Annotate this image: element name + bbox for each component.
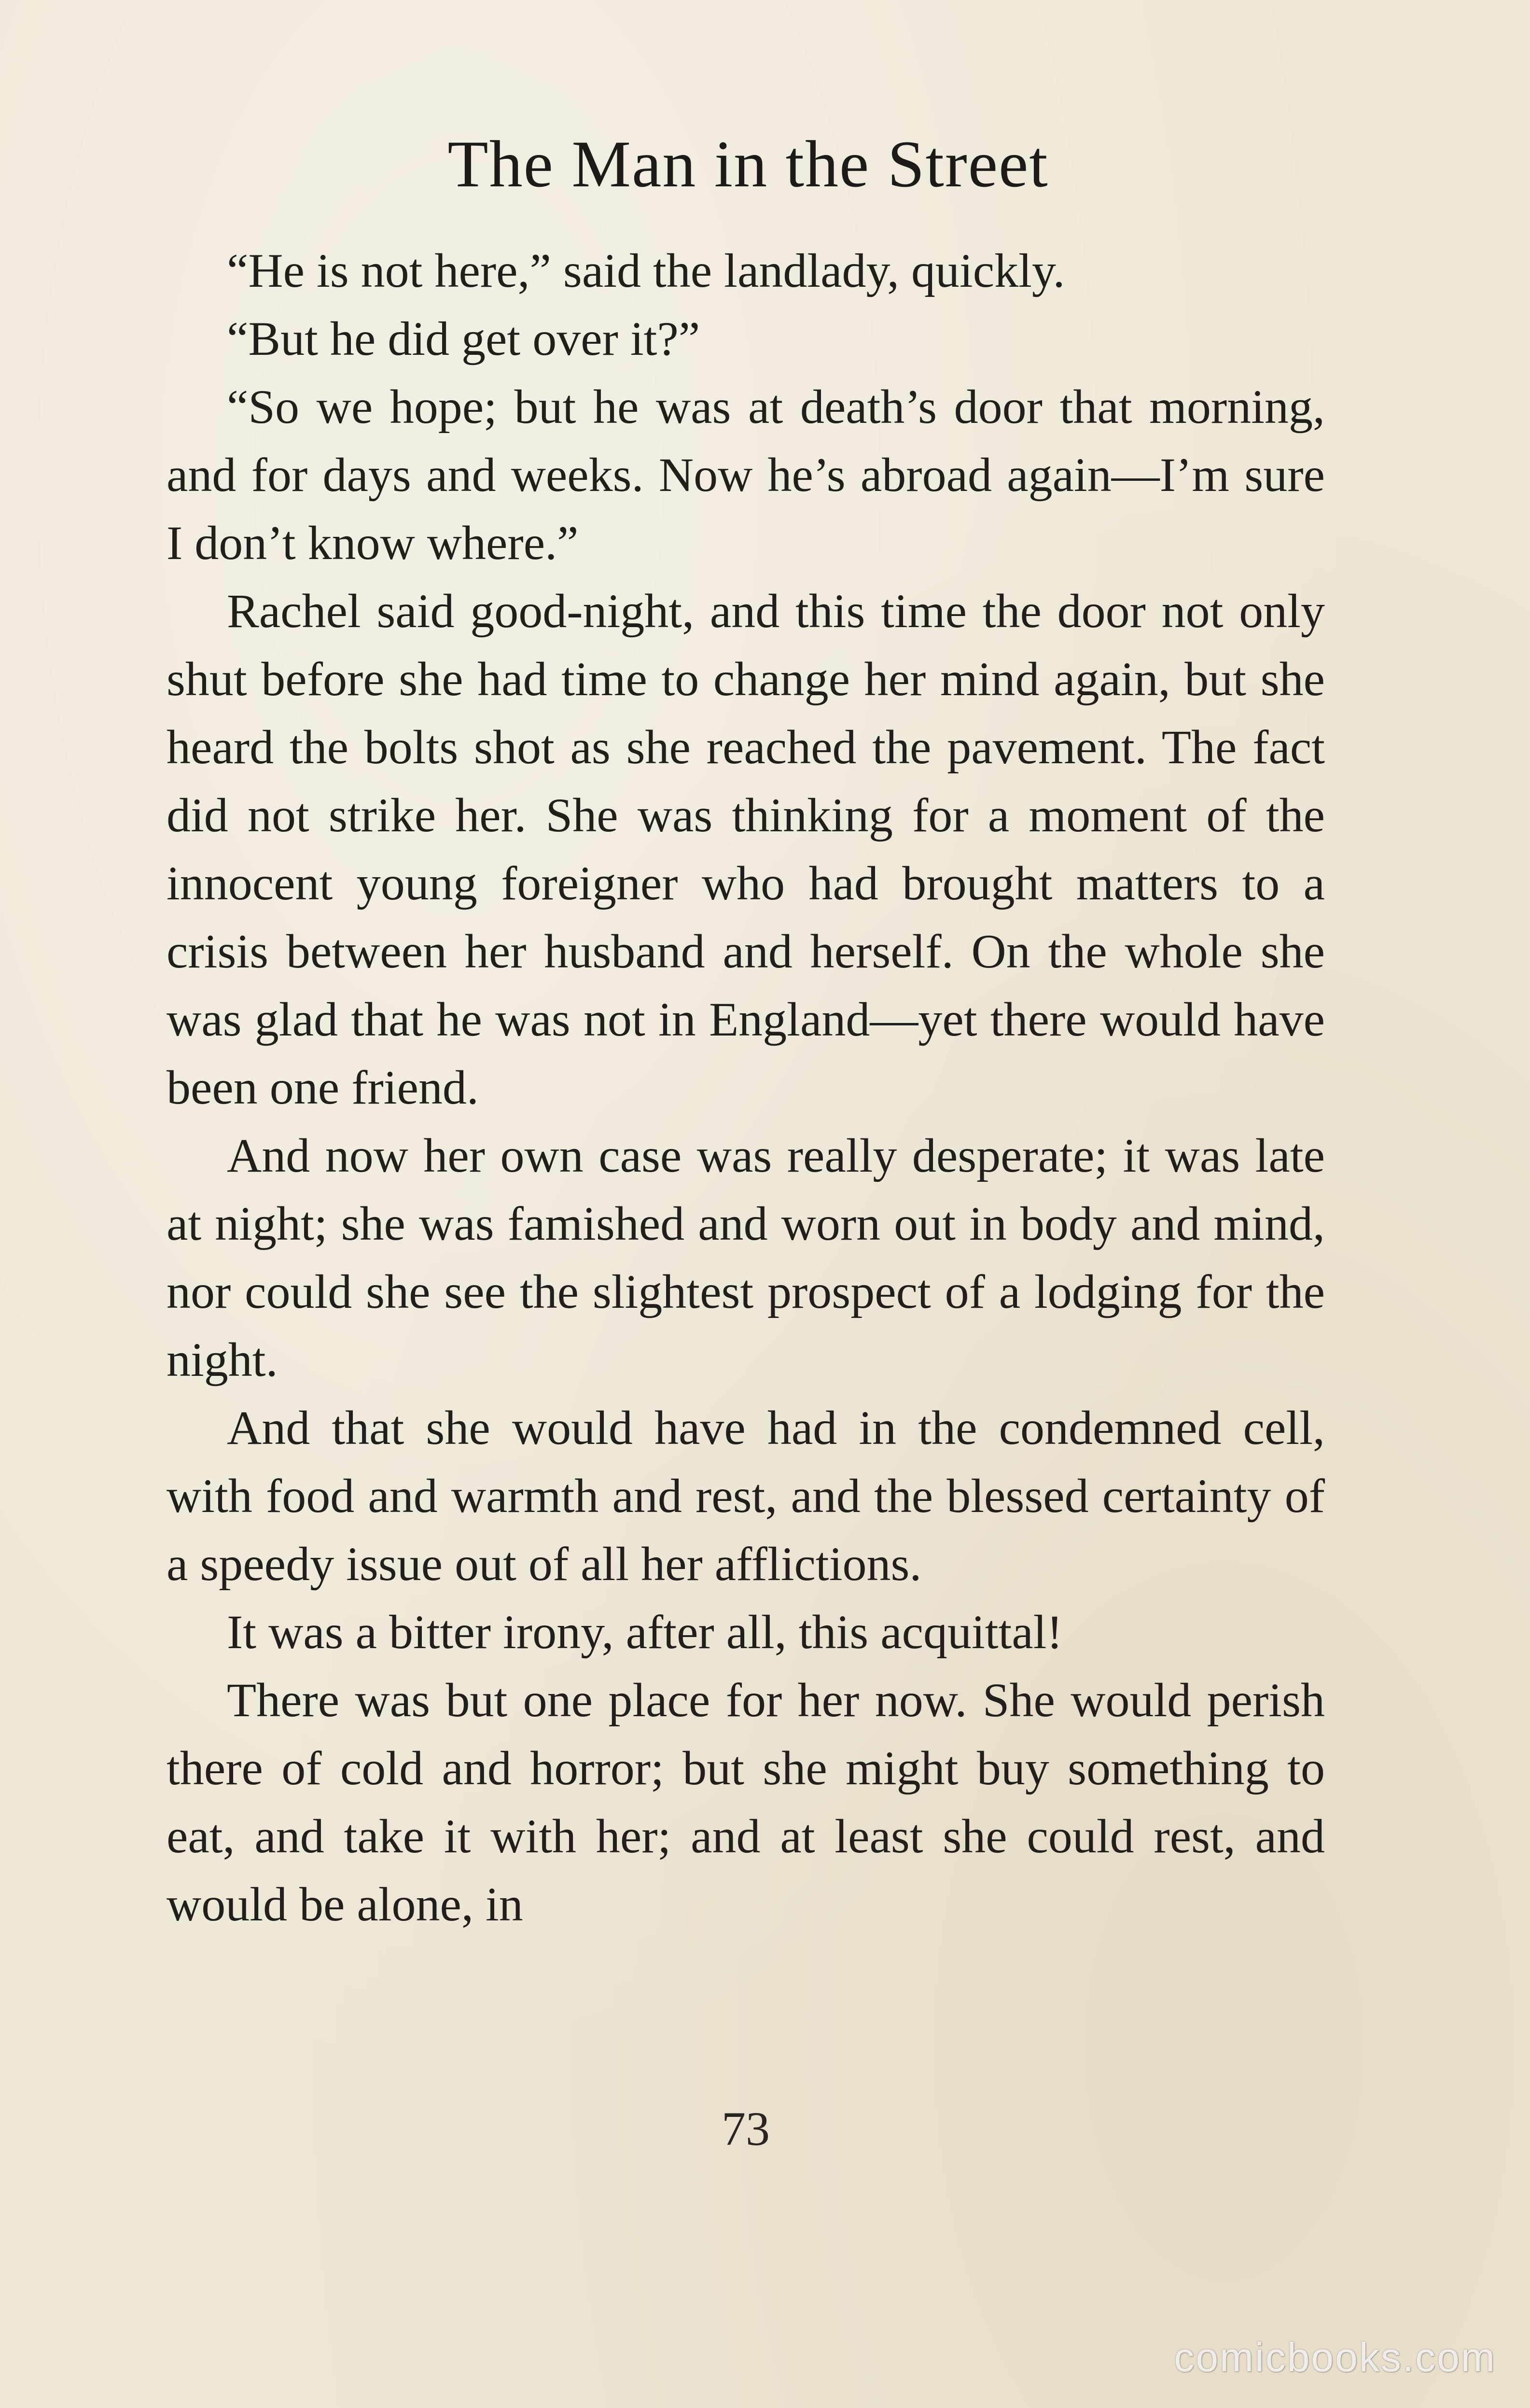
paragraph: “So we hope; but he was at death’s door that morning, and for days and weeks. Now he’s abroad again—I’m sure I don’t know where.” xyxy=(167,380,1325,570)
paragraph: And now her own case was really desperate; it was late at night; she was famished and worn out in body and mind, nor could she see the slightest prospect of a lodging for the night. xyxy=(167,1129,1325,1386)
paragraph: Rachel said good-night, and this time the door not only shut before she had time to change her mind again, but she heard the bolts shot as she reached the pavement. The fact did not strike her. She was thinking for a moment of the innocent young foreigner who had brought matters to a crisis between her husband and herself. On the whole she was glad that he was not in England—yet there would have been one friend. xyxy=(167,584,1325,1114)
watermark: comicbooks.com xyxy=(1174,2335,1496,2380)
paragraph: “He is not here,” said the landlady, quickly. xyxy=(227,244,1065,297)
running-head: The Man in the Street xyxy=(447,127,1049,201)
paragraph: And that she would have had in the condemned cell, with food and warmth and rest, and the blessed certainty of a speedy issue out of all her afflictions. xyxy=(167,1401,1325,1591)
paragraph: There was but one place for her now. She would perish there of cold and horror; but she might buy something to eat, and take it with her; and at least she could rest, and would be alone, in xyxy=(167,1673,1325,1931)
body-text xyxy=(167,237,1325,1938)
paragraph: “But he did get over it?” xyxy=(227,312,700,365)
paragraph: It was a bitter irony, after all, this acquittal! xyxy=(227,1605,1063,1659)
page-number: 73 xyxy=(722,2102,770,2156)
